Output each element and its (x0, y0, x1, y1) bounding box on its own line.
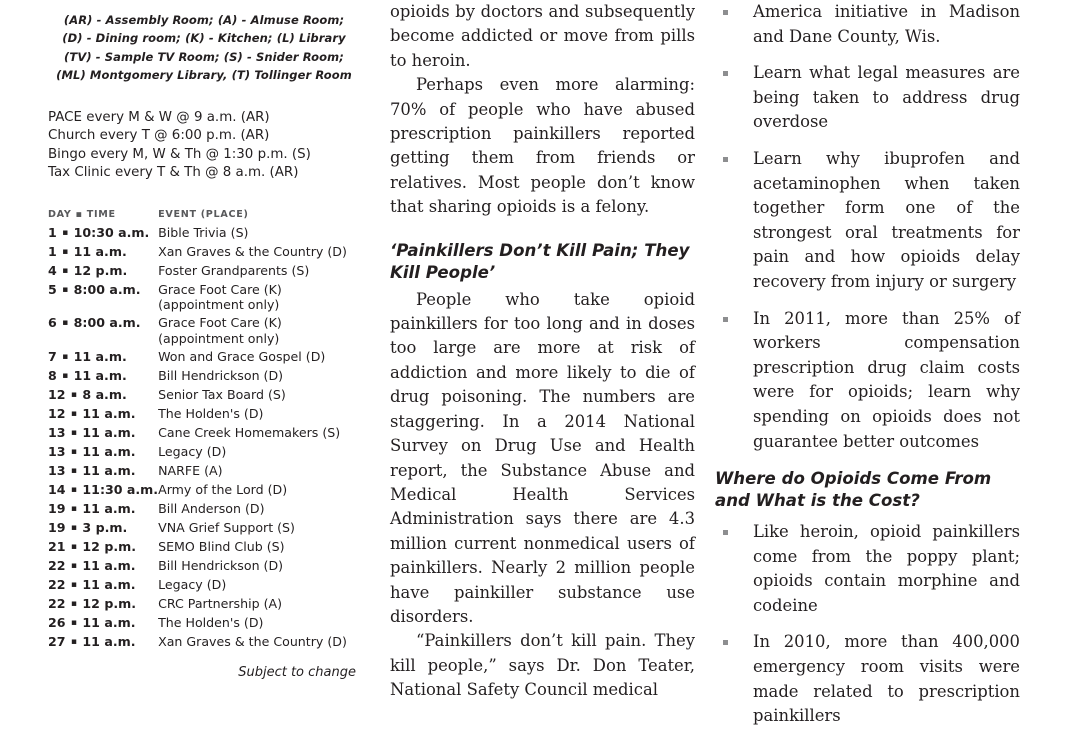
legend-line-1: (AR) - Assembly Room; (A) - Almuse Room; (63, 13, 345, 27)
cell-day-time: 13 ▪ 11 a.m. (48, 443, 136, 459)
recurring-event-4: Tax Clinic every T & Th @ 8 a.m. (AR) (48, 165, 299, 181)
table-row (48, 444, 360, 463)
schedule-table (48, 209, 360, 653)
table-row (48, 463, 360, 482)
cell-day-time: 13 ▪ 11 a.m. (48, 462, 136, 478)
legend-line-3: (TV) - Sample TV Room; (S) - Snider Room; (64, 49, 344, 64)
cell-day-time: 4 ▪ 12 p.m. (48, 263, 128, 278)
table-row (48, 501, 360, 520)
recurring-events-list (48, 109, 360, 183)
cell-event-place: NARFE (A) (158, 462, 223, 478)
cell-event-note: (appointment only) (158, 330, 280, 346)
cell-day-time: 14 ▪ 11:30 a.m. (48, 481, 159, 497)
cell-event-place: Legacy (D) (158, 443, 227, 459)
cell-day-time: 13 ▪ 11 a.m. (48, 424, 136, 440)
recurring-event-1: PACE every M & W @ 9 a.m. (AR) (48, 109, 270, 125)
cell-event-place: Grace Foot Care (K) (appointment only) (158, 315, 360, 348)
cell-event-place: SEMO Blind Club (S) (158, 538, 285, 554)
cell-day-time: 27 ▪ 11 a.m. (48, 633, 136, 649)
cell-day-time: 22 ▪ 12 p.m. (48, 595, 137, 611)
table-row (48, 634, 360, 653)
bullet-list-top (715, 0, 1020, 454)
cell-day-time: 5 ▪ 8:00 a.m. (48, 282, 141, 297)
table-row (48, 349, 360, 368)
table-row (48, 368, 360, 387)
legend-line-4: (ML) Montgomery Library, (T) Tollinger Room (56, 68, 352, 83)
cell-day-time: 26 ▪ 11 a.m. (48, 614, 136, 630)
cell-event-place: Grace Foot Care (K) (appointment only) (158, 282, 360, 315)
cell-event-place: Xan Graves & the Country (D) (158, 633, 347, 649)
cell-event-place: Legacy (D) (158, 576, 227, 592)
cell-event-place: Senior Tax Board (S) (158, 386, 286, 402)
table-row (48, 263, 360, 282)
cell-day-time: 19 ▪ 11 a.m. (48, 500, 136, 516)
cell-event-place: Xan Graves & the Country (D) (158, 244, 347, 259)
cell-day-time: 8 ▪ 11 a.m. (48, 367, 127, 383)
table-row (48, 406, 360, 425)
cell-event-place: Foster Grandparents (S) (158, 263, 310, 278)
cell-day-time: 12 ▪ 11 a.m. (48, 405, 136, 421)
cell-day-time: 22 ▪ 11 a.m. (48, 557, 136, 573)
cell-day-time: 6 ▪ 8:00 a.m. (48, 315, 141, 331)
cell-day-time: 12 ▪ 8 a.m. (48, 386, 127, 402)
paragraph-3: People who take opioid painkillers for too long and in doses too large are more at risk of addiction and more likely to die of drug poisoning. The numbers are staggering. In a 2014 National Survey on Drug Use and Health report, the Substance Abuse and Medical Health Services Administration says there are 4.3 million current nonmedical users of painkillers. Nearly 2 million people have painkiller substance use disorders. (390, 289, 695, 626)
schedule-footnote: Subject to change (238, 664, 356, 680)
article-body (390, 0, 695, 220)
table-row (48, 577, 360, 596)
column-header-event-place: EVENT (PLACE) (158, 209, 249, 220)
cell-event-place: Bill Hendrickson (D) (158, 557, 284, 573)
cell-day-time: 21 ▪ 12 p.m. (48, 538, 137, 554)
list-item: In 2011, more than 25% of workers compensation prescription drug claim costs were for opioids; learn why spending on opioids does not guarantee better outcomes (715, 307, 1020, 455)
cell-event-note: (appointment only) (158, 297, 280, 313)
cell-day-time: 19 ▪ 3 p.m. (48, 519, 128, 535)
right-column-heading: Where do Opioids Come From and What is the Cost? (715, 469, 992, 511)
table-row (48, 482, 360, 501)
middle-column (390, 0, 695, 700)
cell-day-time: 22 ▪ 11 a.m. (48, 576, 136, 592)
cell-event-place: The Holden's (D) (158, 405, 264, 421)
cell-event-place: CRC Partnership (A) (158, 595, 283, 611)
right-column (715, 0, 1020, 726)
cell-day-time: 1 ▪ 11 a.m. (48, 244, 127, 259)
left-column (48, 0, 360, 680)
table-row (48, 244, 360, 263)
cell-event-place: Cane Creek Homemakers (S) (158, 424, 341, 440)
list-item: Like heroin, opioid painkillers come from the poppy plant; opioids contain morphine and codeine (715, 520, 1020, 618)
cell-event-place: Army of the Lord (D) (158, 481, 288, 497)
table-row (48, 387, 360, 406)
paragraph-2: Perhaps even more alarming: 70% of people who have abused prescription painkillers reported getting them from friends or relatives. Most people don’t know that sharing opioids is a felony. (390, 75, 695, 217)
list-item: America initiative in Madison and Dane County, Wis. (715, 0, 1020, 49)
article-subheading: ‘Painkillers Don’t Kill Pain; They Kill People’ (390, 240, 690, 282)
room-legend (48, 0, 360, 85)
cell-day-time: 7 ▪ 11 a.m. (48, 348, 127, 364)
table-row (48, 520, 360, 539)
column-header-day-time: DAY ▪ TIME (48, 209, 116, 220)
table-row (48, 282, 360, 315)
list-item: Learn why ibuprofen and acetaminophen when taken together form one of the strongest oral treatments for pain and how opioids delay recovery from injury or surgery (715, 147, 1020, 295)
list-item: Learn what legal measures are being taken to address drug overdose (715, 61, 1020, 135)
recurring-event-2: Church every T @ 6:00 p.m. (AR) (48, 128, 270, 144)
cell-event-place: Bible Trivia (S) (158, 225, 249, 240)
table-row (48, 225, 360, 244)
legend-line-2: (D) - Dining room; (K) - Kitchen; (L) Library (62, 31, 346, 46)
table-header-row (48, 209, 360, 225)
table-row (48, 315, 360, 348)
recurring-event-3: Bingo every M, W & Th @ 1:30 p.m. (S) (48, 146, 311, 162)
cell-event-place: Bill Hendrickson (D) (158, 367, 284, 383)
cell-event-place: VNA Grief Support (S) (158, 519, 295, 535)
cell-event-place: Won and Grace Gospel (D) (158, 348, 326, 364)
table-row (48, 425, 360, 444)
bullet-list-bottom (715, 520, 1020, 729)
cell-event-place: Bill Anderson (D) (158, 500, 265, 516)
cell-event-place: The Holden's (D) (158, 614, 264, 630)
table-row (48, 596, 360, 615)
list-item: In 2010, more than 400,000 emergency room visits were made related to prescription painkillers (715, 630, 1020, 728)
article-body-2 (390, 288, 695, 703)
table-row (48, 615, 360, 634)
table-row (48, 558, 360, 577)
paragraph-continued: opioids by doctors and subsequently become addicted or move from pills to heroin. (390, 2, 695, 70)
cell-day-time: 1 ▪ 10:30 a.m. (48, 225, 150, 240)
paragraph-4: “Painkillers don’t kill pain. They kill people,” says Dr. Don Teater, National Safety Council medical (390, 631, 695, 700)
table-row (48, 539, 360, 558)
